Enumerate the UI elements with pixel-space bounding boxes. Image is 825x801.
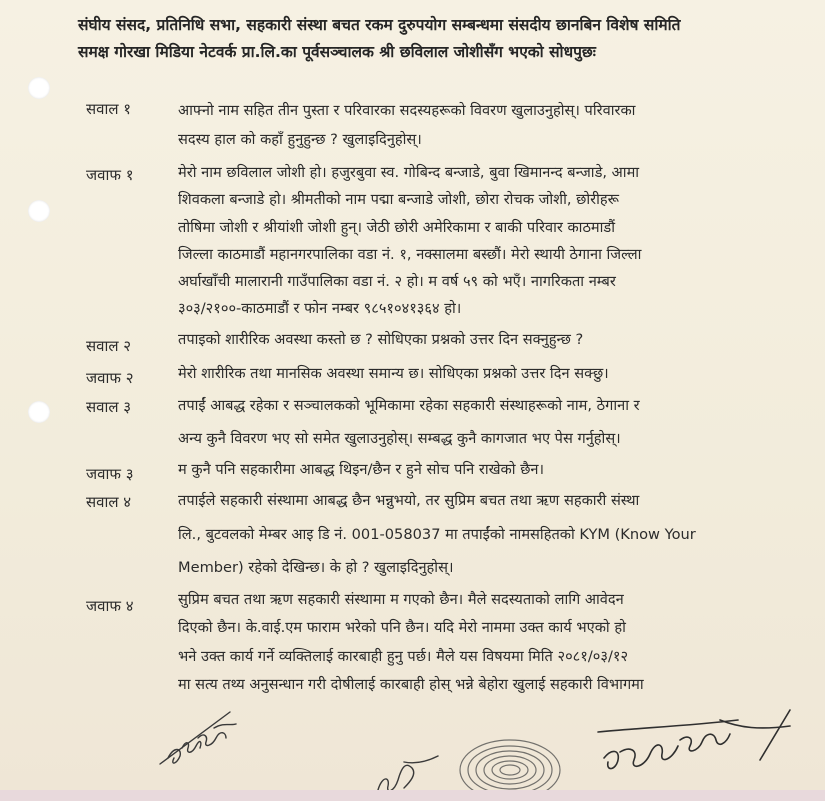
header-line: समक्ष गोरखा मिडिया नेटवर्क प्रा.लि.का पूर्वसञ्चालक श्री छविलाल जोशीसँग भएको सोधपुछः [78,43,596,61]
text-line: तपाईले सहकारी संस्थामा आबद्ध छैन भन्नुभयो, तर सुप्रिम बचत तथा ऋण सहकारी संस्था [178,492,640,509]
text-line: म कुनै पनि सहकारीमा आबद्ध थिइन/छैन र हुने सोच पनि राखेको छैन। [178,461,545,478]
handwritten-signature-left [160,712,236,764]
answer-text [178,456,790,483]
answer-text [178,360,790,387]
question-text [178,484,790,585]
text-line: मेरो शारीरिक तथा मानसिक अवस्था समान्य छ। सोधिएका प्रश्नको उत्तर दिन सक्छु। [178,365,609,382]
question-label: सवाल २ [86,337,132,355]
question-label: सवाल ३ [86,398,132,416]
header-line: संघीय संसद, प्रतिनिधि सभा, सहकारी संस्था बचत रकम दुरुपयोग सम्बन्धमा संसदीय छानबिन विशेष समिति [78,16,681,34]
text-line: शिवकला बन्जाडे हो। श्रीमतीको नाम पद्मा बन्जाडे जोशी, छोरा रोचक जोशी, छोरीहरू [178,191,620,209]
text-line: सुप्रिम बचत तथा ऋण सहकारी संस्थामा म गएको छैन। मैले सदस्यताको लागि आवेदन [178,591,624,608]
answer-label: जवाफ ३ [86,465,134,483]
text-line: लि., बुटवलको मेम्बर आइ डि नं. 001-058037 मा तपाईंको नामसहितको KYM (Know Your [178,525,696,543]
question-text [178,96,790,154]
answer-label: जवाफ १ [86,166,134,184]
text-line: दिएको छैन। के.वाई.एम फाराम भरेको पनि छैन। यदि मेरो नाममा उक्त कार्य भएको हो [178,619,626,637]
text-line: मा सत्य तथ्य अनुसन्धान गरी दोषीलाई कारबाही होस् भन्ने बेहोरा खुलाई सहकारी विभागमा [178,675,644,693]
text-line: तपाईं आबद्ध रहेका र सञ्चालकको भूमिकामा रहेका सहकारी संस्थाहरूको नाम, ठेगाना र [178,397,640,414]
question-text [178,389,790,455]
text-line: भने उक्त कार्य गर्ने व्यक्तिलाई कारबाही हुनु पर्छ। मैले यस विषयमा मिति २०८१/०३/१२ [178,647,629,665]
text-line: तपाइको शारीरिक अवस्था कस्तो छ ? सोधिएका प्रश्नको उत्तर दिन सक्नुहुन्छ ? [178,331,584,348]
handwritten-signature-right [598,710,790,769]
document-header [78,12,808,66]
text-line: मेरो नाम छविलाल जोशी हो। हजुरबुवा स्व. गोबिन्द बन्जाडे, बुवा खिमानन्द बन्जाडे, आमा [178,164,640,181]
question-text [178,326,790,353]
punch-hole [28,77,50,99]
punch-hole [28,401,50,423]
text-line: अन्य कुनै विवरण भए सो समेत खुलाउनुहोस्। सम्बद्ध कुनै कागजात भए पेस गर्नुहोस्। [178,430,621,447]
question-label: सवाल १ [86,100,132,118]
answer-label: जवाफ २ [86,369,134,387]
signature-area [0,690,825,801]
answer-text [178,159,790,323]
text-line: Member) रहेको देखिन्छ। के हो ? खुलाइदिनुहोस्। [178,559,454,576]
text-line: ३०३/२१००-काठमाडौं र फोन नम्बर ९८५१०४१३६४ हो। [178,300,462,318]
text-line: तोषिमा जोशी र श्रीयांशी जोशी हुन्। जेठी छोरी अमेरिकामा र बाकी परिवार काठमाडौं [178,218,616,236]
punch-hole [28,200,50,222]
handwritten-signature-middle [378,756,438,791]
answer-text [178,586,790,699]
text-line: सदस्य हाल को कहाँ हुनुहुन्छ ? खुलाइदिनुहोस्। [178,131,422,148]
bottom-strip [0,790,825,801]
text-line: आफ्नो नाम सहित तीन पुस्ता र परिवारका सदस्यहरूको विवरण खुलाउनुहोस्। परिवारका [178,102,636,119]
question-label: सवाल ४ [86,493,132,511]
answer-label: जवाफ ४ [86,597,134,615]
text-line: अर्घाखाँची मालारानी गाउँपालिका वडा नं. २ हो। म वर्ष ५९ को भएँ। नागरिकता नम्बर [178,273,616,291]
text-line: जिल्ला काठमाडौं महानगरपालिका वडा नं. १, नक्सालमा बस्छौं। मेरो स्थायी ठेगाना जिल्ला [178,245,642,263]
